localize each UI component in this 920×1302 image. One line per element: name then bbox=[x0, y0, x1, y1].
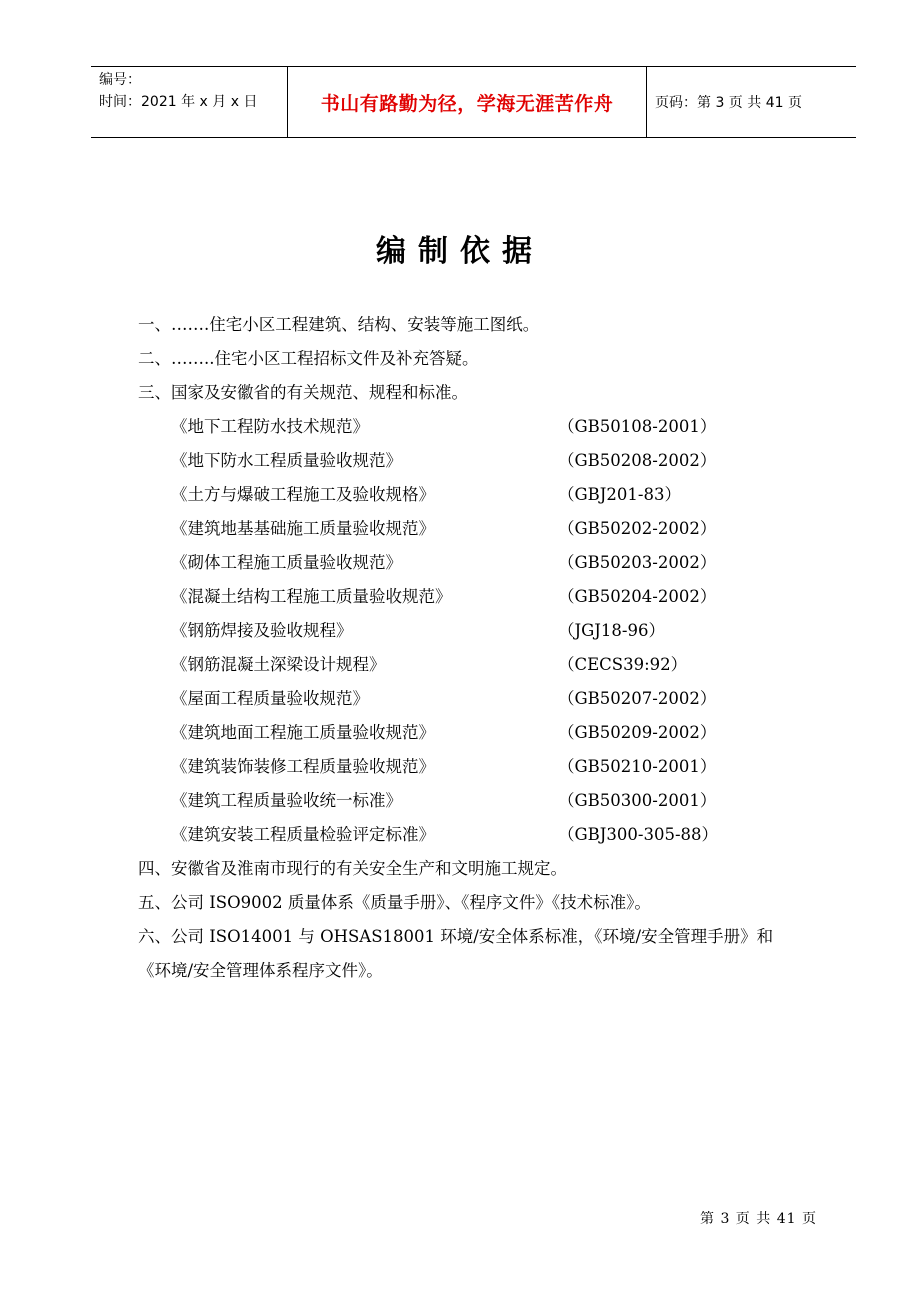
standard-name: 《钢筋焊接及验收规程》 bbox=[171, 621, 353, 640]
standard-name: 《地下防水工程质量验收规范》 bbox=[171, 451, 402, 470]
standard-code: （GB50300-2001） bbox=[558, 791, 717, 810]
standard-name: 《建筑安装工程质量检验评定标准》 bbox=[171, 825, 435, 844]
standard-name: 《钢筋混凝土深梁设计规程》 bbox=[171, 655, 386, 674]
page-title: 编制依据 bbox=[376, 234, 544, 269]
standard-code: （GB50209-2002） bbox=[558, 723, 717, 742]
standard-code: （GB50208-2002） bbox=[558, 451, 717, 470]
standard-name: 《建筑地基基础施工质量验收规范》 bbox=[171, 519, 435, 538]
standard-code: （GB50204-2002） bbox=[558, 587, 717, 606]
standard-name: 《建筑工程质量验收统一标准》 bbox=[171, 791, 402, 810]
header-motto: 书山有路勤为径，学海无涯苦作舟 bbox=[320, 92, 614, 115]
standard-name: 《屋面工程质量验收规范》 bbox=[171, 689, 369, 708]
standard-code: （GB50203-2002） bbox=[558, 553, 717, 572]
page-footer: 第 3 页 共 41 页 bbox=[700, 1211, 817, 1227]
header-page-info: 页码：第 3 页 共 41 页 bbox=[655, 95, 802, 111]
standard-name: 《建筑装饰装修工程质量验收规范》 bbox=[171, 757, 435, 776]
standard-code: （GBJ300-305-88） bbox=[558, 825, 719, 844]
list-item-4: 四、安徽省及淮南市现行的有关安全生产和文明施工规定。 bbox=[138, 859, 567, 878]
standard-code: （JGJ18-96） bbox=[558, 621, 665, 640]
header-page-cell bbox=[647, 67, 856, 137]
standard-code: （GB50202-2002） bbox=[558, 519, 717, 538]
standard-code: （CECS39:92） bbox=[558, 655, 688, 674]
document-date: 时间：2021 年 x 月 x 日 bbox=[99, 94, 258, 110]
list-item-6: 六、公司 ISO14001 与 OHSAS18001 环境/安全体系标准，《环境/安全管理手册》和 bbox=[138, 927, 774, 946]
header-left-cell bbox=[91, 67, 287, 137]
standard-code: （GB50108-2001） bbox=[558, 417, 717, 436]
header-motto-cell bbox=[287, 67, 647, 137]
list-item-3: 三、国家及安徽省的有关规范、规程和标准。 bbox=[138, 383, 468, 402]
standard-name: 《地下工程防水技术规范》 bbox=[171, 417, 369, 436]
list-item-1: 一、…….住宅小区工程建筑、结构、安装等施工图纸。 bbox=[138, 315, 540, 334]
document-number-label: 编号： bbox=[99, 72, 141, 88]
standard-code: （GB50207-2002） bbox=[558, 689, 717, 708]
list-item-5: 五、公司 ISO9002 质量体系《质量手册》、《程序文件》《技术标准》。 bbox=[138, 893, 651, 912]
standard-code: （GB50210-2001） bbox=[558, 757, 717, 776]
standard-name: 《土方与爆破工程施工及验收规格》 bbox=[171, 485, 435, 504]
page-header bbox=[91, 66, 856, 138]
standard-code: （GBJ201-83） bbox=[558, 485, 681, 504]
list-item-2: 二、……..住宅小区工程招标文件及补充答疑。 bbox=[138, 349, 479, 368]
standard-name: 《混凝土结构工程施工质量验收规范》 bbox=[171, 587, 452, 606]
standard-name: 《建筑地面工程施工质量验收规范》 bbox=[171, 723, 435, 742]
standard-name: 《砌体工程施工质量验收规范》 bbox=[171, 553, 402, 572]
list-item-6-continued: 《环境/安全管理体系程序文件》。 bbox=[138, 961, 383, 980]
